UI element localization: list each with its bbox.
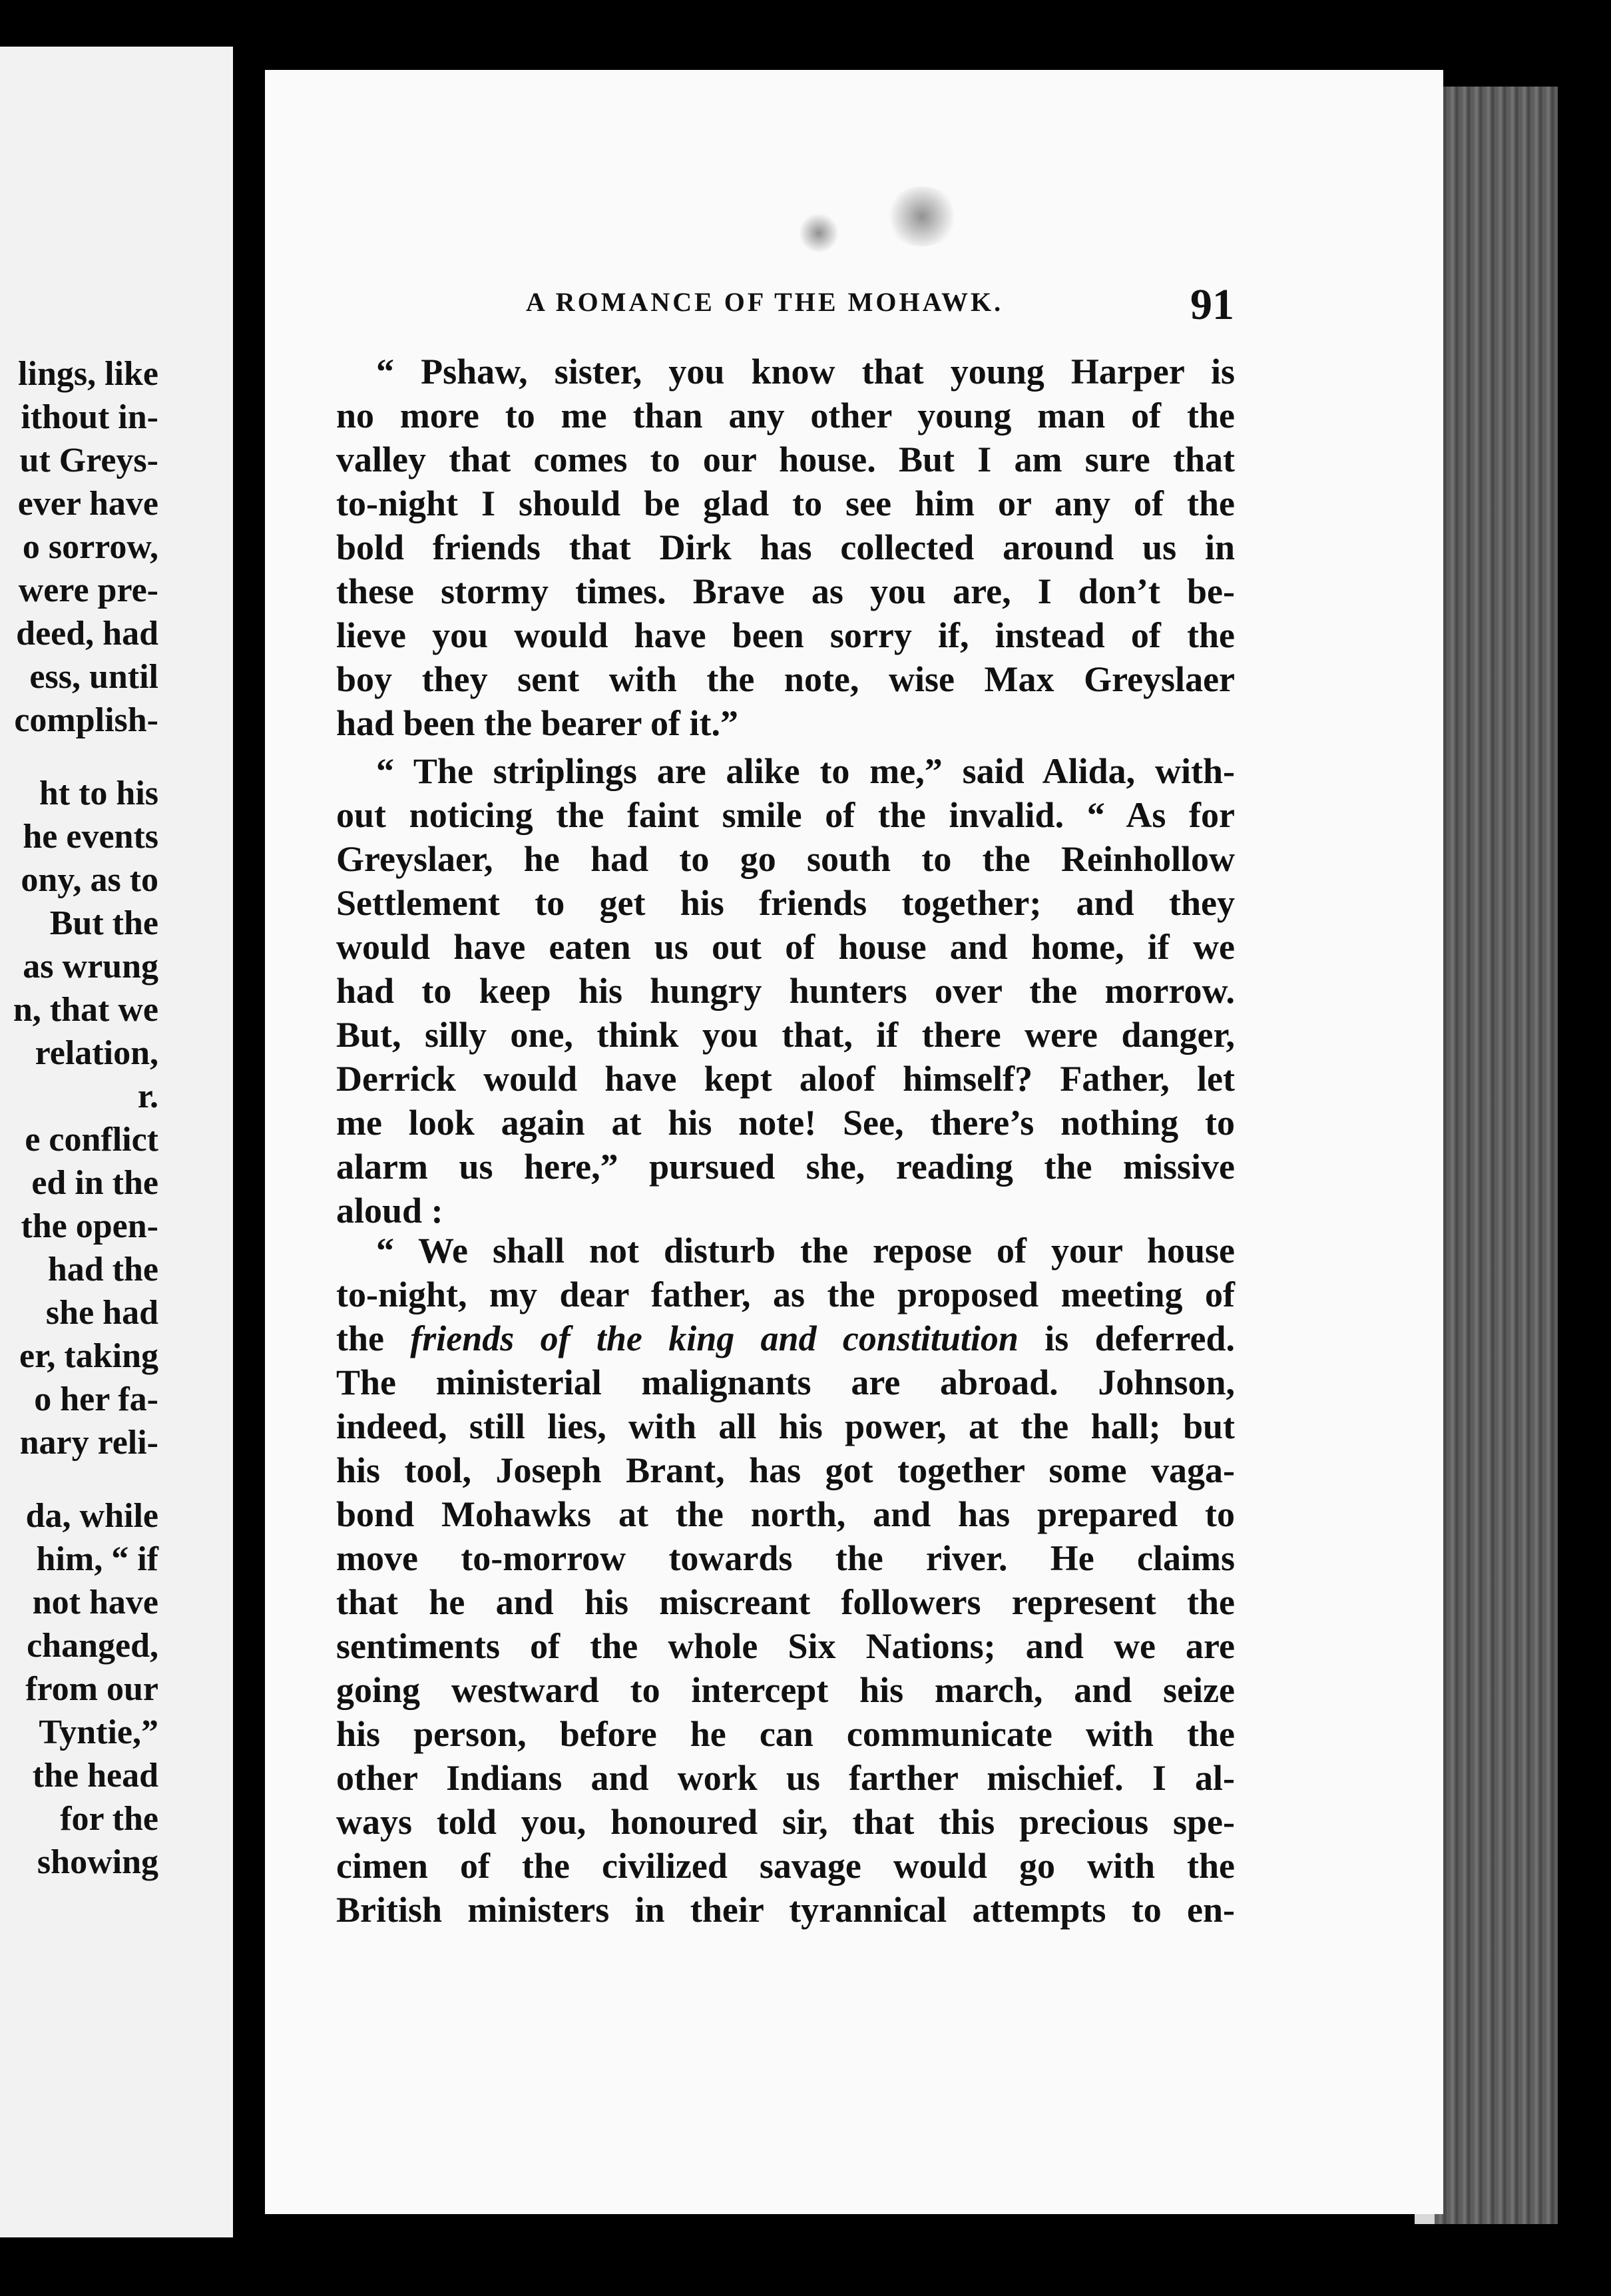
text-line-with-italic [336, 1316, 1235, 1360]
ink-smudge [885, 186, 959, 246]
left-page-line: from our [25, 1670, 158, 1708]
left-page-line: er, taking [19, 1337, 158, 1375]
left-page-line: e conflict [25, 1121, 158, 1159]
text-fragment: is deferred. [1044, 1318, 1236, 1358]
left-page-line: had the [47, 1251, 158, 1289]
running-head: A ROMANCE OF THE MOHAWK. [526, 287, 1004, 317]
text-line: But, silly one, think you that, if there were danger, [336, 1015, 1235, 1055]
left-page-line: he events [23, 818, 158, 856]
left-page-line: showing [37, 1843, 158, 1881]
left-page-line: as wrung [23, 948, 158, 986]
left-page-line: da, while [25, 1497, 158, 1535]
text-line: The ministerial malignants are abroad. Johnson, [336, 1362, 1235, 1402]
text-line: no more to me than any other young man of the [336, 396, 1235, 435]
page-number: 91 [1190, 280, 1234, 329]
text-line: “ Pshaw, sister, you know that young Harper is [376, 352, 1235, 392]
text-line: valley that comes to our house. But I am sure that [336, 439, 1235, 479]
text-line: these stormy times. Brave as you are, I don’t be- [336, 571, 1235, 611]
left-page-line: deed, had [16, 615, 158, 653]
text-line: Derrick would have kept aloof himself? Father, let [336, 1059, 1235, 1099]
text-line: Settlement to get his friends together; and they [336, 883, 1235, 923]
text-line: aloud : [336, 1191, 443, 1231]
text-line: British ministers in their tyrannical attempts to en- [336, 1890, 1235, 1930]
text-line: to-night I should be glad to see him or any of the [336, 483, 1235, 523]
text-fragment: the [336, 1318, 384, 1358]
left-page-line: n, that we [13, 991, 158, 1029]
book-edge [1425, 87, 1558, 2224]
left-page-line: But the [49, 904, 158, 942]
text-line: other Indians and work us farther mischief. I al- [336, 1758, 1235, 1798]
text-line: that he and his miscreant followers represent the [336, 1582, 1235, 1622]
text-line: me look again at his note! See, there’s nothing to [336, 1103, 1235, 1143]
text-line: Greyslaer, he had to go south to the Reinhollow [336, 839, 1235, 879]
text-line: indeed, still lies, with all his power, at the hall; but [336, 1406, 1235, 1446]
left-page-line: not have [32, 1583, 158, 1621]
left-page-line: ever have [17, 485, 158, 523]
text-line: cimen of the civilized savage would go with the [336, 1846, 1235, 1886]
text-line: his person, before he can communicate with the [336, 1714, 1235, 1754]
text-line: going westward to intercept his march, and seize [336, 1670, 1235, 1710]
text-line: alarm us here,” pursued she, reading the missive [336, 1147, 1235, 1187]
left-page-line: lings, like [18, 355, 158, 393]
left-page-line: r. [137, 1077, 158, 1115]
text-line: out noticing the faint smile of the invalid. “ As for [336, 795, 1235, 835]
text-line: lieve you would have been sorry if, instead of the [336, 615, 1235, 655]
left-page-line: ed in the [31, 1164, 158, 1202]
left-page-line: ithout in- [21, 398, 158, 436]
left-page-line: him, “ if [36, 1540, 158, 1578]
text-line: bond Mohawks at the north, and has prepared to [336, 1494, 1235, 1534]
text-line: would have eaten us out of house and home, if we [336, 927, 1235, 967]
left-page-line: complish- [14, 701, 158, 739]
left-page-line: changed, [27, 1627, 158, 1665]
left-page-line: for the [60, 1800, 158, 1838]
left-page-line: o sorrow, [22, 528, 158, 566]
text-line: sentiments of the whole Six Nations; and we are [336, 1626, 1235, 1666]
left-page-line: nary reli- [19, 1424, 158, 1462]
text-line: move to-morrow towards the river. He claims [336, 1538, 1235, 1578]
left-page-line: Tyntie,” [39, 1713, 158, 1751]
left-page-line: the open- [21, 1207, 158, 1245]
left-page-line: she had [45, 1294, 158, 1332]
previous-page-fragment [0, 47, 240, 2237]
left-page-line: relation, [35, 1034, 158, 1072]
text-line: had been the bearer of it.” [336, 703, 738, 743]
left-page-line: o her fa- [34, 1380, 158, 1418]
left-page-line: the head [32, 1757, 158, 1795]
italic-phrase: friends of the king and constitution [410, 1318, 1019, 1358]
text-line: had to keep his hungry hunters over the morrow. [336, 971, 1235, 1011]
text-line: ways told you, honoured sir, that this precious spe- [336, 1802, 1235, 1842]
ink-smudge [799, 213, 839, 253]
text-line: “ We shall not disturb the repose of your house [376, 1231, 1235, 1271]
left-page-line: were pre- [18, 571, 158, 609]
text-line: “ The striplings are alike to me,” said Alida, with- [376, 751, 1235, 791]
text-line: boy they sent with the note, wise Max Greyslaer [336, 659, 1235, 699]
left-page-line: ony, as to [21, 861, 158, 899]
left-page-line: ht to his [39, 774, 158, 812]
left-page-line: ut Greys- [19, 441, 158, 479]
text-line: his tool, Joseph Brant, has got together some vaga- [336, 1450, 1235, 1490]
text-line: to-night, my dear father, as the proposed meeting of [336, 1275, 1235, 1314]
text-line: bold friends that Dirk has collected around us in [336, 527, 1235, 567]
left-page-line: ess, until [29, 658, 158, 696]
